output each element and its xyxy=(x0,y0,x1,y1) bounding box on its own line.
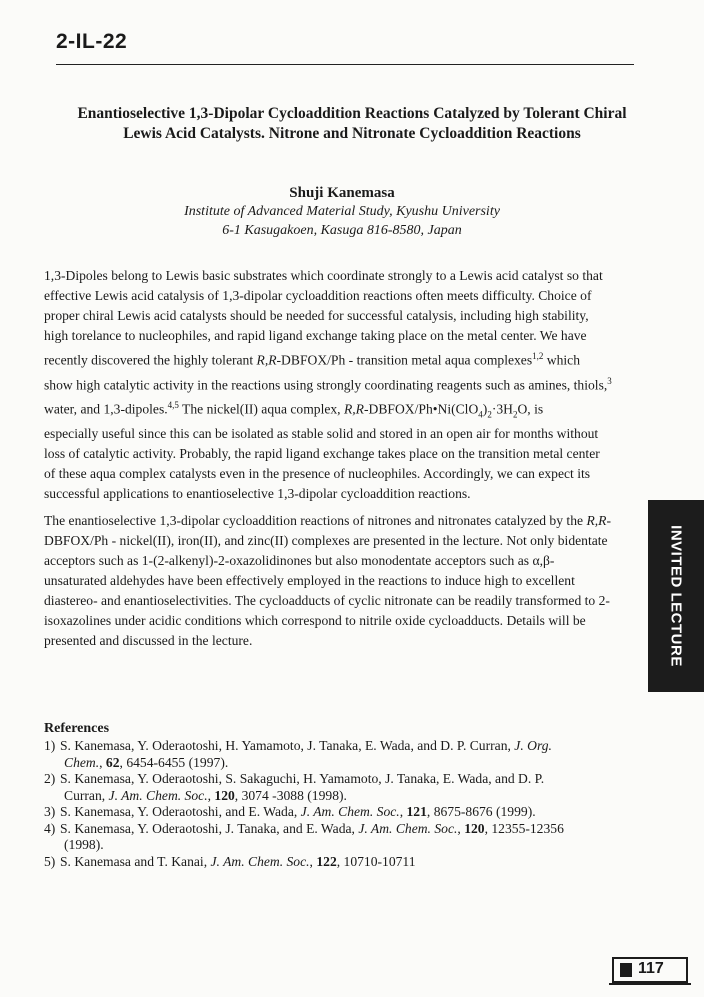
invited-lecture-tab xyxy=(648,500,704,692)
references-section xyxy=(44,720,634,870)
text-line: of these aqua complex catalysts even in the presence of nucleophiles. Accordingly, we can expect its xyxy=(44,466,591,482)
abstract-paragraph-2 xyxy=(44,511,624,651)
text-line: The enantioselective 1,3-dipolar cycloaddition reactions of nitrones and nitronates catalyzed by the R,R- xyxy=(44,513,611,528)
author-name: Shuji Kanemasa xyxy=(289,185,395,201)
reference-line: Curran, J. Am. Chem. Soc., 120, 3074 -3088 (1998). xyxy=(64,787,347,803)
page-number-box xyxy=(612,957,688,983)
reference-item xyxy=(44,738,634,771)
affiliation-line-2: 6-1 Kasugakoen, Kasuga 816-8580, Japan xyxy=(222,223,462,238)
square-icon xyxy=(620,963,632,977)
text-line: show high catalytic activity in the reactions using strongly coordinating reagents such as amines, thiols,$^3$ xyxy=(44,375,612,393)
text-line: 1,3-Dipoles belong to Lewis basic substrates which coordinate strongly to a Lewis acid catalyst so that xyxy=(44,268,603,283)
session-code: 2-IL-22 xyxy=(56,30,128,53)
text-line: effective Lewis acid catalysis of 1,3-dipolar cycloaddition reactions often meets difficulty. Choice of xyxy=(44,288,592,303)
text-line: presented and discussed in the lecture. xyxy=(44,633,253,648)
reference-number: 5) xyxy=(44,853,56,869)
text-line: diastereo- and enantioselectivities. The cycloadducts of cyclic nitronate can be readily transformed to 2- xyxy=(44,593,610,608)
text-line: recently discovered the highly tolerant R,R-DBFOX/Ph - transition metal aqua complexes$^{1,2}$ which xyxy=(44,351,580,368)
title-line-2: Lewis Acid Catalysts. Nitrone and Nitronate Cycloaddition Reactions xyxy=(123,125,581,142)
header-rule xyxy=(56,64,634,65)
abstract-paragraph-1 xyxy=(44,266,624,504)
reference-line: S. Kanemasa, Y. Oderaotoshi, J. Tanaka, and E. Wada, J. Am. Chem. Soc., 120, 12355-12356 xyxy=(60,820,564,836)
text-line: loss of catalytic activity. Probably, the rapid ligand exchange takes place on the transition metal center xyxy=(44,446,600,462)
text-line: isoxazolines under acidic conditions which correspond to nitrile oxide cycloadducts. Details will be xyxy=(44,613,586,628)
reference-line: (1998). xyxy=(64,837,104,852)
reference-item xyxy=(44,854,634,871)
text-line: especially useful since this can be isolated as stable solid and stored in an open air for months without xyxy=(44,426,599,442)
reference-line: Chem., 62, 6454-6455 (1997). xyxy=(64,754,229,770)
paper-title xyxy=(40,104,664,144)
affiliation-line-1: Institute of Advanced Material Study, Kyushu University xyxy=(184,204,500,219)
text-line: water, and 1,3-dipoles.$^{4,5}$ The nickel(II) aqua complex, $R,R-DBFOX/Ph•Ni(ClO_4)_2\cdot 3H_2O$, is xyxy=(44,400,544,420)
reference-item xyxy=(44,771,634,804)
text-line: unsaturated aldehydes have been effectively employed in the reactions to induce high to excellent xyxy=(44,573,575,588)
reference-number: 4) xyxy=(44,820,56,836)
reference-number: 1) xyxy=(44,738,56,753)
reference-number: 2) xyxy=(44,771,56,786)
references-heading: References xyxy=(44,721,110,736)
text-line: DBFOX/Ph - nickel(II), iron(II), and zinc(II) complexes are presented in the lecture. Not only bidentate xyxy=(44,533,608,548)
text-line: proper chiral Lewis acid catalysts should be needed for successful catalysis, including high stability, xyxy=(44,308,589,323)
reference-line: S. Kanemasa, Y. Oderaotoshi, and E. Wada, J. Am. Chem. Soc., 121, 8675-8676 (1999). xyxy=(60,804,536,819)
reference-line: S. Kanemasa, Y. Oderaotoshi, S. Sakaguchi, H. Yamamoto, J. Tanaka, E. Wada, and D. P. xyxy=(60,771,545,786)
reference-line: S. Kanemasa, Y. Oderaotoshi, H. Yamamoto, J. Tanaka, E. Wada, and D. P. Curran, J. Org. xyxy=(60,738,552,753)
text-line: high torelance to nucleophiles, and rapid ligand exchange taking place on the metal center. We have xyxy=(44,328,587,343)
text-line: successful applications to enantioselective 1,3-dipolar cycloaddition reactions. xyxy=(44,486,471,502)
reference-line: S. Kanemasa and T. Kanai, J. Am. Chem. Soc., 122, 10710-10711 xyxy=(60,853,416,869)
reference-number: 3) xyxy=(44,804,56,819)
reference-item xyxy=(44,821,634,854)
text-line: acceptors such as 1-(2-alkenyl)-2-oxazolidinones but also monodentate acceptors such as α,β- xyxy=(44,553,555,568)
invited-lecture-label: INVITED LECTURE xyxy=(667,525,685,667)
reference-item xyxy=(44,804,634,821)
page-number: 117 xyxy=(638,960,664,977)
title-line-1: Enantioselective 1,3-Dipolar Cycloaddition Reactions Catalyzed by Tolerant Chiral xyxy=(77,105,627,122)
